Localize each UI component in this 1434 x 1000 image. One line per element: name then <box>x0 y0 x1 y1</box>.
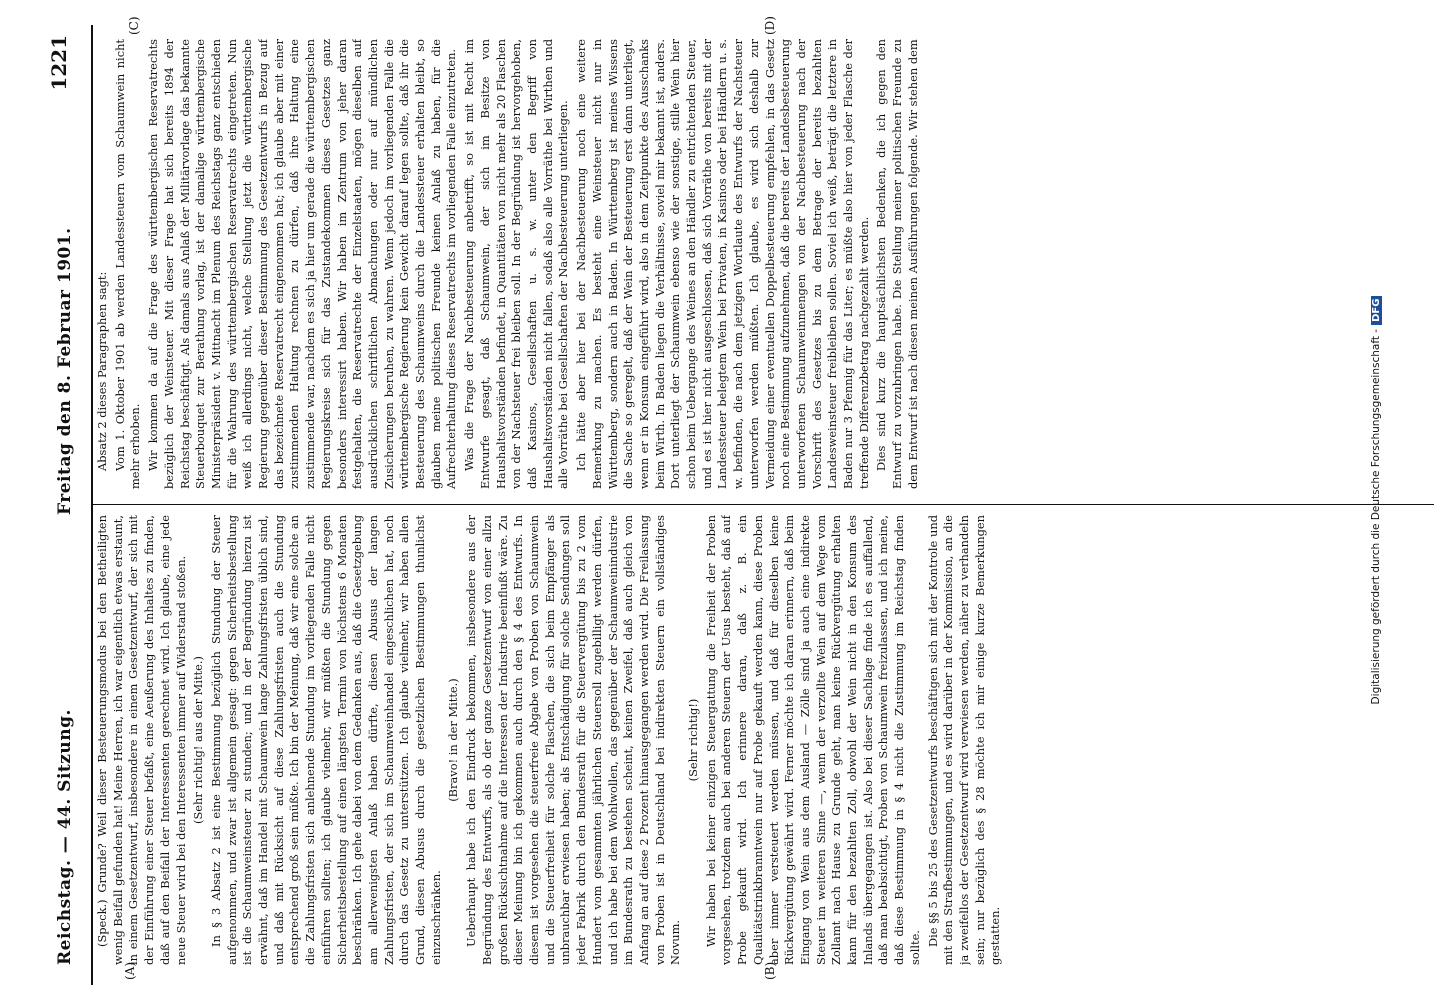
paragraph: Was die Frage der Nachbesteuerung anbetrifft, so ist mit Recht im Entwurfe gesagt, daß Schaumwein, der sich im Besitze von Haushaltsvorständen befindet, in Quantitäten von nicht mehr als 20 Flaschen von der Nachsteuer frei bleiben soll. In der Begründung ist hervorgehoben, daß Kasinos, Gesellschaften u. s. w. unter den Begriff von Haushaltsvorständen nicht fallen, sodaß also alle Vorräthe bei Wirthen und alle Vorräthe bei Gesellschaften der Nachbesteuerung unterliegen. <box>462 39 571 489</box>
paragraph: Dies sind kurz die hauptsächlichsten Bedenken, die ich gegen den Entwurf zu vorzubringen habe. Die Stellung meiner politischen Freunde zu dem Entwurf ist nach diesen meinen Ausführungen folgende. Wir stehen dem <box>874 39 920 489</box>
right-column <box>95 39 1375 489</box>
column-divider <box>91 504 1434 505</box>
margin-marker-d: (D) <box>763 16 777 35</box>
dfg-logo: DFG <box>1371 296 1382 325</box>
margin-marker-c: (C) <box>127 16 141 35</box>
interjection: (Sehr richtig!) <box>686 698 701 782</box>
paragraph: Wir haben bei keiner einzigen Steuergattung die Freiheit der Proben vorgesehen, trotzdem auch bei anderen Steuern der Usus besteht, daß auf Probe gekauft wird. Ich erinnere daran, daß z. B. ein Qualitätstrinkbranntwein nur auf Probe gekauft werden kann, diese Proben aber immer versteuert werden müssen, und daß für dieselben keine Rückvergütung gewährt wird. Ferner möchte ich daran erinnern, daß beim Eingang von Wein aus dem Ausland — Zölle sind ja auch eine indirekte Steuer im weiteren Sinne —, wenn der verzollte Wein auf dem Wege vom Zollamt nach Hause zu Grunde geht, man keine Rückvergütung erhalten kann für den bezahlten Zoll, obwohl der Wein nicht in den Konsum des Inlands übergegangen ist. Also bei dieser Sachlage finde ich es auffallend, daß man beabsichtigt, Proben von Schaumwein freizulassen, und ich meine, daß diese Bestimmung in § 4 nicht die Zustimmung im Reichstag finden sollte. <box>703 515 922 965</box>
interjection: (Sehr richtig! aus der Mitte.) <box>191 656 206 824</box>
header-left: Reichstag. — 44. Sitzung. <box>55 709 75 965</box>
paragraph: Die §§ 5 bis 25 des Gesetzentwurfs beschäftigen sich mit der Kontrole und mit den Strafbestimmungen, und es wird darüber in der Kommission, an die ja zweifellos der Gesetzentwurf wird verwiesen werden, näher zu verhandeln sein; nur bezüglich des § 28 möchte ich mir einige kurze Bemerkungen gestatten. <box>925 515 1003 965</box>
interjection: (Bravo! in der Mitte.) <box>446 678 461 802</box>
paragraph: Ich hätte aber hier bei der Nachbesteuerung noch eine weitere Bemerkung zu machen. Es besteht eine Weinsteuer nicht nur in Württemberg, sondern auch in Baden. In Württemberg ist meines Wissens die Sache so geregelt, daß der Wein der Besteuerung erst dann unterliegt, wenn er in Konsum eingeführt wird, also in dem Zeitpunkte des Ausschanks beim Wirth. In Baden liegen die Verhältnisse, soviel mir bekannt ist, anders. Dort unterliegt der Schaumwein ebenso wie der sonstige, stille Wein hier schon beim Uebergange des Weines an den Händler zu entrichtenden Steuer, und es ist hier nicht ausgeschlossen, daß sich Vorräthe von bereits mit der Landessteuer belegtem Wein bei Privaten, in Kasinos oder bei Händlern u. s. w. befinden, die nach dem jetzigen Wortlaute des Entwurfs der Nachsteuer unterworfen werden müßten. Ich glaube, es wird sich deshalb zur Vermeidung einer eventuellen Doppelbesteuerung empfehlen, in das Gesetz noch eine Bestimmung aufzunehmen, daß die bereits der Landesbesteuerung unterworfenen Schaumweinmengen von der Nachbesteuerung nach der Vorschrift des Gesetzes bis zu dem Betrage der bereits bezahlten Landesweinsteuer freibleiben sollen. Soviel ich weiß, beträgt die letztere in Baden nur 3 Pfennig für das Liter; es müßte also hier von jeder Flasche der treffende Differenzbetrag nachgezahlt werden. <box>574 39 871 489</box>
paragraph: In § 3 Absatz 2 ist eine Bestimmung bezüglich Stundung der Steuer aufgenommen, und zwar ist allgemein gesagt: gegen Sicherheitsbestellung ist die Schaumweinsteuer zu stunden; und in der Begründung hierzu ist erwähnt, daß im Handel mit Schaumwein lange Zahlungsfristen üblich sind, und daß mit Rücksicht auf diese Zahlungsfristen auch die Stundung entsprechend groß sein müßte. Ich bin der Meinung, daß wir eine solche an die Zahlungsfristen sich anlehnende Stundung im vorliegenden Falle nicht einführen sollten; ich glaube vielmehr, wir müßten die Stundung gegen Sicherheitsbestellung auf einen längsten Termin von höchstens 6 Monaten beschränken. Ich gehe dabei von dem Gedanken aus, daß die Gesetzgebung am allerwenigsten Anlaß haben dürfte, diesen Abusus der langen Zahlungsfristen, der sich im Schaumweinhandel eingeschlichen hat, noch durch das Gesetz zu unterstützen. Ich glaube vielmehr, wir haben allen Grund, diesen Abusus durch die gesetzlichen Bestimmungen thunlichst einzuschränken. <box>208 515 443 965</box>
digitization-text: Digitalisierung gefördert durch die Deutsche Forschungsgemeinschaft - <box>1370 328 1382 705</box>
left-column <box>95 515 1375 965</box>
newspaper-page <box>35 16 1385 985</box>
page-number: 1221 <box>47 35 71 91</box>
digitization-note <box>1362 5 1392 995</box>
paragraph: Absatz 2 dieses Paragraphen sagt: <box>95 271 109 471</box>
header-right: Freitag den 8. Februar 1901. <box>55 227 75 515</box>
header-rule <box>91 25 93 985</box>
margin-marker-a: (A) <box>123 961 137 980</box>
paragraph: Ueberhaupt habe ich den Eindruck bekommen, insbesondere aus der Begründung des Entwurfs, als ob der ganze Gesetzentwurf von einer allzu großen Rücksichtnahme auf die Interessen der Industrie beeinflußt wäre. Zu dieser Meinung bin ich gekommen auch durch den § 4 des Entwurfs. In diesem ist vorgesehen die steuerfreie Abgabe von Proben von Schaumwein und die Steuerfreiheit für solche Flaschen, die sich beim Empfänger als unbrauchbar erwiesen haben; als Entschädigung für solche Sendungen soll jeder Fabrik durch den Bundesrath für die Steuervergütung bis zu 2 vom Hundert vom gesammten jährlichen Steuersoll zugebilligt werden dürfen, und ich habe bei dem Wohlwollen, das gegenüber der Schaumweinindustrie im Bundesrath zu bestehen scheint, keinen Zweifel, daß auch gleich von Anfang an auf diese 2 Prozent hinausgegangen werden wird. Die Freilassung von Proben ist in Deutschland bei indirekten Steuern ein vollständiges Novum. <box>464 515 683 965</box>
quoted-paragraph: Vom 1. Oktober 1901 ab werden Landessteuern vom Schaumwein nicht mehr erhoben. <box>112 39 143 489</box>
paragraph: Wir kommen da auf die Frage des württembergischen Reservatrechts bezüglich der Weinsteuer. Mit dieser Frage hat sich bereits 1894 der Reichstag beschäftigt. Als damals aus Anlaß der Militärvorlage das bekannte Steuerbouquet zur Berathung vorlag, ist der damalige württembergische Ministerpräsident v. Mittnacht im Plenum des Reichstags ganz entschieden für die Wahrung des württembergischen Reservatrechts eingetreten. Nun weiß ich allerdings nicht, welche Stellung jetzt die württembergische Regierung gegenüber dieser Bestimmung des Gesetzentwurfs in Bezug auf das bezeichnete Reservatrecht eingenommen hat; ich glaube aber mit einer zustimmenden Haltung rechnen zu dürfen, daß ihre Haltung eine zustimmende war, nachdem es sich ja hier um gerade die württembergischen Regierungskreise sich für das Zustandekommen dieses Gesetzes ganz besonders interessirt haben. Wir haben im Zentrum von jeher daran festgehalten, die Reservatrechte der Einzelstaaten, mögen dieselben auf ausdrücklichen schriftlichen Abmachungen oder nur auf mündlichen Zusicherungen beruhen, zu wahren. Wenn jedoch im vorliegenden Falle die württembergische Regierung kein Gewicht darauf legen sollte, daß ihr die Besteuerung des Schaumweins durch die Landessteuer erhalten bleibt, so glauben meine politischen Freunde keinen Anlaß zu haben, für die Aufrechterhaltung dieses Reservatrechts im vorliegenden Falle einzutreten. <box>146 39 459 489</box>
page-header <box>35 25 93 985</box>
margin-marker-b: (B) <box>763 961 777 980</box>
paragraph: (Speck.) Grunde? Weil dieser Besteuerungsmodus bei den Betheiligten wenig Beifall gefunden hat! Meine Herren, ich war eigentlich etwas erstaunt, in einem Gesetzentwurf, insbesondere in einem Gesetzentwurf, der sich mit der Einführung einer Steuer befaßt, eine Aeußerung des Inhaltes zu finden, daß auf den Beifall der Interessenten gerechnet wird. Ich glaube, eine jede neue Steuer wird bei den Interessenten immer auf Widerstand stoßen. <box>95 515 188 965</box>
